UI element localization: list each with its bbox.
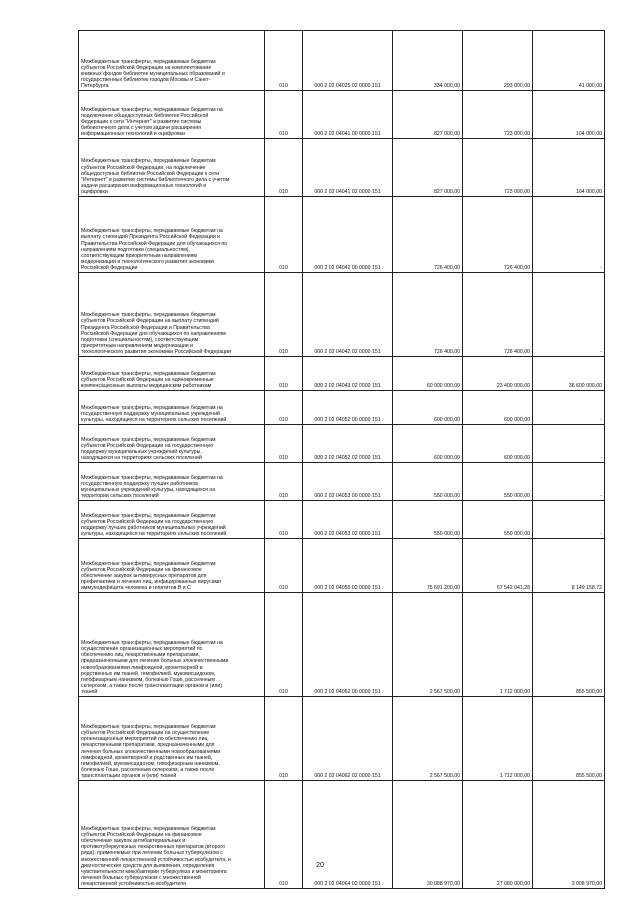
row-unexecuted-amount: 41 000,00 bbox=[533, 31, 605, 91]
row-unexecuted-amount: - bbox=[533, 391, 605, 425]
row-unexecuted-amount: 855 500,00 bbox=[533, 593, 605, 697]
row-line-code: 010 bbox=[265, 273, 303, 357]
table-row bbox=[79, 463, 605, 501]
row-description: Межбюджетные трансферты, передаваемые бюджетам на государственную поддержку муниципальных учреждений культуры, находящихся на территориях сельских поселений bbox=[79, 391, 265, 425]
row-unexecuted-amount: 855 500,00 bbox=[533, 697, 605, 781]
row-approved-amount: 75 691 200,00 bbox=[393, 539, 463, 593]
row-budget-code: 000 2 02 04025 02 0000 151 bbox=[303, 31, 393, 91]
row-line-code: 010 bbox=[265, 139, 303, 197]
row-approved-amount: 827 000,00 bbox=[393, 139, 463, 197]
row-executed-amount: 27 080 000,00 bbox=[463, 781, 533, 889]
row-executed-amount: 293 000,00 bbox=[463, 31, 533, 91]
table-row bbox=[79, 357, 605, 391]
row-unexecuted-amount: - bbox=[533, 425, 605, 463]
row-unexecuted-amount: - bbox=[533, 463, 605, 501]
row-description: Межбюджетные трансферты, передаваемые бюджетам на выплату стипендий Президента Российской Федерации и Правительства Российской Федерации для обучающихся по направлениям подготовки (специальностям), соответствующим приоритетным направлениям модернизации и технологического развития экономики Российской Федерации bbox=[79, 197, 265, 273]
row-unexecuted-amount: - bbox=[533, 501, 605, 539]
row-unexecuted-amount: 3 008 970,00 bbox=[533, 781, 605, 889]
table-row bbox=[79, 91, 605, 139]
table-row bbox=[79, 501, 605, 539]
row-budget-code: 000 2 02 04041 00 0000 151 bbox=[303, 91, 393, 139]
row-line-code: 010 bbox=[265, 463, 303, 501]
row-line-code: 010 bbox=[265, 697, 303, 781]
row-executed-amount: 1 712 000,00 bbox=[463, 593, 533, 697]
table-row bbox=[79, 31, 605, 91]
row-executed-amount: 1 712 000,00 bbox=[463, 697, 533, 781]
row-budget-code: 000 2 02 04052 00 0000 151 bbox=[303, 391, 393, 425]
row-line-code: 010 bbox=[265, 539, 303, 593]
row-approved-amount: 2 567 500,00 bbox=[393, 697, 463, 781]
row-description: Межбюджетные трансферты, передаваемые бюджетам субъектов Российской Федерации на выплату стипендий Президента Российской Федерации и Правительства Российской Федерации для обучающихся по направлениям подготовки (специальностям), соответствующим приоритетным направлениям модернизации и технологического развития экономики Российской Федерации bbox=[79, 273, 265, 357]
row-line-code: 010 bbox=[265, 197, 303, 273]
row-description: Межбюджетные трансферты, передаваемые бюджетам на подключение общедоступных библиотек Российской Федерации к сети "Интернет" и развитие системы библиотечного дела с учетом задачи расширения информационных технологий и оцифровки bbox=[79, 91, 265, 139]
row-budget-code: 000 2 02 04064 02 0000 151 bbox=[303, 781, 393, 889]
row-approved-amount: 550 000,00 bbox=[393, 463, 463, 501]
row-description: Межбюджетные трансферты, передаваемые бюджетам на государственную поддержку лучших работников муниципальных учреждений культуры, находящихся на территории сельских поселений bbox=[79, 463, 265, 501]
row-approved-amount: 60 000 000,00 bbox=[393, 357, 463, 391]
row-approved-amount: 726 400,00 bbox=[393, 273, 463, 357]
table-row bbox=[79, 273, 605, 357]
row-description: Межбюджетные трансферты, передаваемые бюджетам субъектов Российской Федерации на государственную поддержку муниципальных учреждений культуры, находящихся на территориях сельских поселений bbox=[79, 425, 265, 463]
table-row bbox=[79, 539, 605, 593]
row-executed-amount: 550 000,00 bbox=[463, 463, 533, 501]
row-description: Межбюджетные трансферты, передаваемые бюджетам субъектов Российской Федерации на финансовое обеспечение закупок антивирусных препаратов для профилактики и лечения лиц, инфицированных вирусами иммунодефицита человека и гепатитов В и С bbox=[79, 539, 265, 593]
row-approved-amount: 30 088 970,00 bbox=[393, 781, 463, 889]
row-unexecuted-amount: - bbox=[533, 197, 605, 273]
row-description: Межбюджетные трансферты, передаваемые бюджетам субъектов Российской Федерации, на подключение общедоступных библиотек Российской Федерации к сети "Интернет" и развитие системы библиотечного дела с учетом задачи расширения информационных технологий и оцифровки bbox=[79, 139, 265, 197]
row-unexecuted-amount: 36 600 000,00 bbox=[533, 357, 605, 391]
row-budget-code: 000 2 02 04043 02 0000 151 bbox=[303, 357, 393, 391]
row-approved-amount: 334 000,00 bbox=[393, 31, 463, 91]
row-budget-code: 000 2 02 04052 02 0000 151 bbox=[303, 425, 393, 463]
row-description: Межбюджетные трансферты, передаваемые бюджетам субъектов Российской Федерации на финансовое обеспечение закупок антибактериальных и противотуберкулезных лекарственных препаратов (второго ряда), применяемых при лечении больных туберкулезом с множественной лекарственной устойчивостью возбудителя, и диагностических средств для выявления, определения чувствительности микобактерии туберкулеза и мониторинга лечения больных туберкулезом с множественной лекарственной устойчивостью возбудителя bbox=[79, 781, 265, 889]
row-budget-code: 000 2 02 04055 02 0000 151 bbox=[303, 539, 393, 593]
table-row bbox=[79, 391, 605, 425]
row-approved-amount: 600 000,00 bbox=[393, 425, 463, 463]
row-budget-code: 000 2 02 04042 00 0000 151 bbox=[303, 197, 393, 273]
row-executed-amount: 726 400,00 bbox=[463, 197, 533, 273]
row-budget-code: 000 2 02 04042 02 0000 151 bbox=[303, 273, 393, 357]
row-line-code: 010 bbox=[265, 31, 303, 91]
table-row bbox=[79, 197, 605, 273]
row-line-code: 010 bbox=[265, 501, 303, 539]
row-description: Межбюджетные трансферты, передаваемые бюджетам субъектов Российской Федерации на комплектование книжных фондов библиотек муниципальных образований и государственных библиотек городов Москвы и Санкт- Петербурга bbox=[79, 31, 265, 91]
row-description: Межбюджетные трансферты, передаваемые бюджетам на осуществление организационных мероприятий по обеспечению лиц лекарственными препаратами, предназначенными для лечения больных злокачественными новообразованиями лимфоидной, кроветворной и родственных им тканей, гемофилией, муковисцидозом, гипофизарным нанизмом, болезнью Гоше, рассеянным склерозом, а также после трансплантации органов и (или) тканей bbox=[79, 593, 265, 697]
table-row bbox=[79, 593, 605, 697]
row-approved-amount: 2 567 500,00 bbox=[393, 593, 463, 697]
table-body bbox=[79, 31, 605, 889]
row-executed-amount: 600 000,00 bbox=[463, 425, 533, 463]
row-unexecuted-amount: - bbox=[533, 273, 605, 357]
row-unexecuted-amount: 104 000,00 bbox=[533, 139, 605, 197]
row-budget-code: 000 2 02 04053 00 0000 151 bbox=[303, 463, 393, 501]
row-executed-amount: 23 400 000,00 bbox=[463, 357, 533, 391]
row-unexecuted-amount: 8 149 158,72 bbox=[533, 539, 605, 593]
row-executed-amount: 726 400,00 bbox=[463, 273, 533, 357]
row-line-code: 010 bbox=[265, 425, 303, 463]
row-budget-code: 000 2 02 04053 02 0000 151 bbox=[303, 501, 393, 539]
table-row bbox=[79, 425, 605, 463]
row-description: Межбюджетные трансферты, передаваемые бюджетам субъектов Российской Федерации на осуществление организационных мероприятий по обеспечению лиц лекарственными препаратами, предназначенными для лечения больных злокачественными новообразованиями лимфоидной, кроветворной и родственных им тканей, гемофилией, муковисцидозом, гипофизарным нанизмом, болезнью Гоше, рассеянным склерозом, а также после трансплантации органов и (или) тканей bbox=[79, 697, 265, 781]
row-line-code: 010 bbox=[265, 391, 303, 425]
row-executed-amount: 550 000,00 bbox=[463, 501, 533, 539]
table-row bbox=[79, 781, 605, 889]
row-budget-code: 000 2 02 04062 00 0000 151 bbox=[303, 593, 393, 697]
row-line-code: 010 bbox=[265, 781, 303, 889]
row-executed-amount: 723 000,00 bbox=[463, 139, 533, 197]
row-executed-amount: 723 000,00 bbox=[463, 91, 533, 139]
row-description: Межбюджетные трансферты, передаваемые бюджетам субъектов Российской Федерации на государственную поддержку лучших работников муниципальных учреждений культуры, находящихся на территориях сельских поселений bbox=[79, 501, 265, 539]
table-row bbox=[79, 139, 605, 197]
budget-table bbox=[78, 30, 605, 889]
row-approved-amount: 550 000,00 bbox=[393, 501, 463, 539]
row-line-code: 010 bbox=[265, 593, 303, 697]
row-budget-code: 000 2 02 04041 02 0000 151 bbox=[303, 139, 393, 197]
page-number: 20 bbox=[316, 862, 324, 869]
row-line-code: 010 bbox=[265, 357, 303, 391]
row-unexecuted-amount: 104 000,00 bbox=[533, 91, 605, 139]
row-approved-amount: 600 000,00 bbox=[393, 391, 463, 425]
row-approved-amount: 827 000,00 bbox=[393, 91, 463, 139]
row-executed-amount: 600 000,00 bbox=[463, 391, 533, 425]
row-line-code: 010 bbox=[265, 91, 303, 139]
row-budget-code: 000 2 02 04062 02 0000 151 bbox=[303, 697, 393, 781]
row-executed-amount: 67 542 041,28 bbox=[463, 539, 533, 593]
row-approved-amount: 726 400,00 bbox=[393, 197, 463, 273]
table-row bbox=[79, 697, 605, 781]
row-description: Межбюджетные трансферты, передаваемые бюджетам субъектов Российской Федерации на единовременные компенсационные выплаты медицинским работникам bbox=[79, 357, 265, 391]
